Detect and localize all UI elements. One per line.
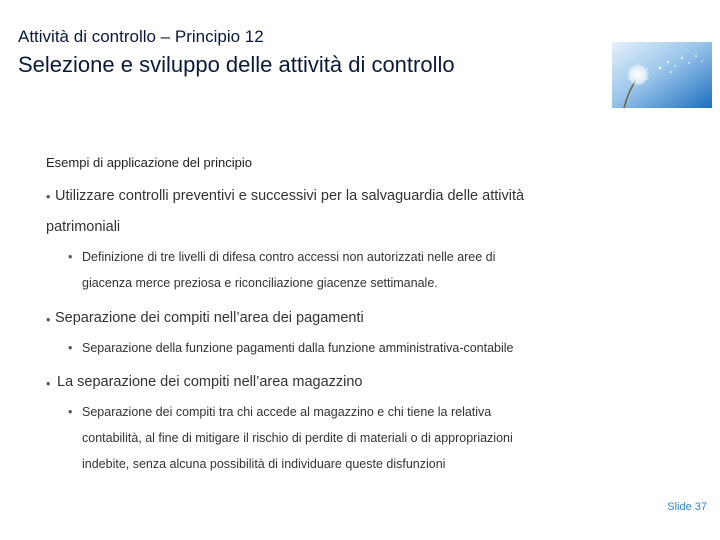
bullet-2-marker: • — [46, 313, 51, 327]
bullet-1-marker: • — [46, 190, 51, 204]
slide-number: Slide 37 — [667, 501, 707, 513]
bullet-1-text-line-1: Utilizzare controlli preventivi e successivi per la salvaguardia delle attività — [55, 188, 525, 204]
bullet-2-sub-line-1: Separazione della funzione pagamenti dalla funzione amministrativa-contabile — [82, 341, 514, 355]
bullet-3-sub-marker: • — [68, 405, 73, 419]
bullet-1-sub-marker: • — [68, 250, 73, 264]
bullet-1-sub-line-1: Definizione di tre livelli di difesa contro accessi non autorizzati nelle aree di — [82, 250, 496, 264]
slide-subtitle: Attività di controllo – Principio 12 — [18, 27, 264, 46]
section-heading: Esempi di applicazione del principio — [46, 155, 252, 170]
bullet-1-text-line-2: patrimoniali — [46, 219, 121, 235]
dandelion-image-icon — [612, 42, 712, 108]
bullet-3-marker: • — [46, 377, 51, 391]
bullet-2-sub-marker: • — [68, 341, 73, 355]
bullet-2-text-line-1: Separazione dei compiti nell’area dei pagamenti — [55, 310, 364, 326]
dandelion-photo — [612, 42, 712, 108]
bullet-1-sub-line-2: giacenza merce preziosa e riconciliazione giacenze settimanale. — [82, 276, 438, 290]
bullet-3-text-line-1: La separazione dei compiti nell’area magazzino — [57, 374, 363, 390]
slide-title: Selezione e sviluppo delle attività di controllo — [18, 52, 455, 77]
bullet-3-sub-line-2: contabilità, al fine di mitigare il rischio di perdite di materiali o di appropriazioni — [82, 431, 513, 445]
bullet-3-sub-line-1: Separazione dei compiti tra chi accede al magazzino e chi tiene la relativa — [82, 405, 492, 419]
bullet-3-sub-line-3: indebite, senza alcuna possibilità di individuare queste disfunzioni — [82, 457, 446, 471]
